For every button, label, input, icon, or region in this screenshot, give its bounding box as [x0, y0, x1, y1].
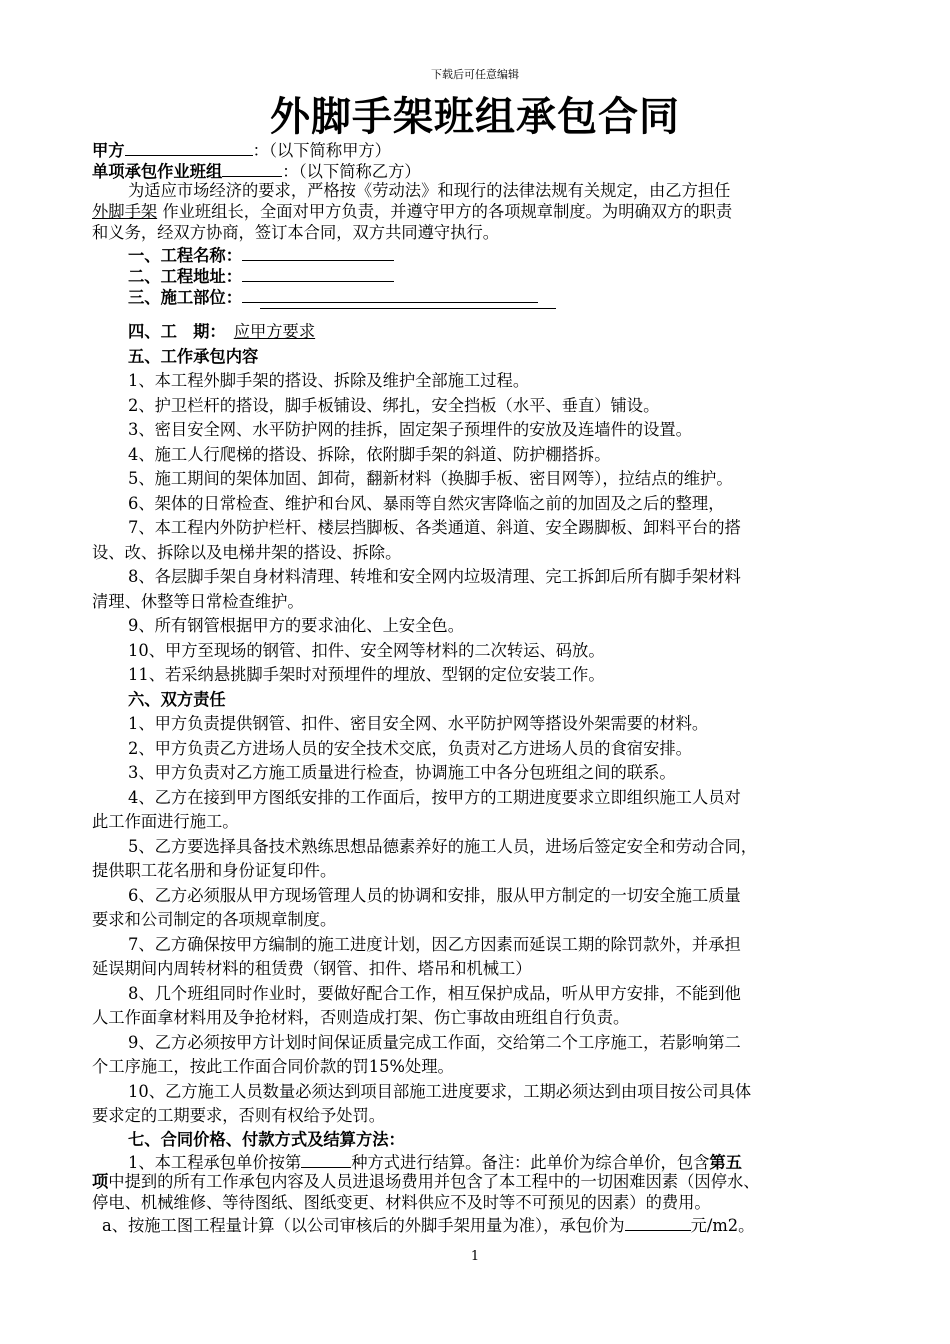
contract-title: 外脚手架班组承包合同: [270, 93, 680, 140]
project-address-blank: [242, 264, 394, 282]
section-5-item-3-line-1: 3、密目安全网、水平防护网的挂拆，固定架子预埋件的安放及连墙件的设置。: [128, 420, 692, 439]
party-a-suffix: ：（以下简称甲方）: [252, 141, 391, 160]
contract-body: [92, 138, 872, 1234]
s7-item-a-2: 元/m2。: [690, 1215, 755, 1235]
period-label: 四、工 期：: [128, 322, 226, 341]
section-5-item-8-line-1: 8、各层脚手架自身材料清理、转堆和安全网内垃圾清理、完工拆卸后所有脚手架材料: [128, 567, 741, 586]
section-6-item-6-line-2: 要求和公司制定的各项规章制度。: [92, 910, 337, 929]
page-number: 1: [470, 1249, 480, 1264]
party-a-blank: [125, 138, 253, 156]
project-address-line: [92, 264, 872, 285]
section-5-item-11-line-1: 11、若采纳悬挑脚手架时对预埋件的埋放、型钢的定位安装工作。: [128, 665, 605, 684]
s7-price-blank: [625, 1213, 691, 1231]
section-7-item-1-line-2: [92, 1171, 872, 1192]
section-5-item-1-line-1: 1、本工程外脚手架的搭设、拆除及维护全部施工过程。: [128, 371, 530, 390]
section-5-item-8-line-2: 清理、休整等日常检查维护。: [92, 591, 304, 611]
section-5-heading: 五、工作承包内容: [128, 346, 259, 366]
section-6-item-6-line-1: 6、乙方必须服从甲方现场管理人员的协调和安排，服从甲方制定的一切安全施工质量: [128, 885, 741, 905]
section-5-item-6-line-1: 6、架体的日常检查、维护和台风、暴雨等自然灾害降临之前的加固及之后的整理，: [128, 493, 725, 513]
section-5-item-10-line-1: 10、甲方至现场的钢管、扣件、安全网等材料的二次转运、码放。: [128, 640, 605, 660]
section-5-item-7-line-1: 7、本工程内外防护栏杆、楼层挡脚板、各类通道、斜道、安全踢脚板、卸料平台的搭: [128, 518, 741, 537]
section-6-item-4-line-1: 4、乙方在接到甲方图纸安排的工作面后，按甲方的工期进度要求立即组织施工人员对: [128, 787, 741, 807]
project-name-label: 一、工程名称：: [128, 246, 242, 265]
period-line: [92, 320, 872, 345]
section-5-item-5-line-1: 5、施工期间的架体加固、卸荷，翻新材料（换脚手板、密目网等），拉结点的维护。: [128, 469, 733, 488]
header-note: 下载后可任意编辑: [431, 68, 519, 81]
section-6-item-9-line-1: 9、乙方必须按甲方计划时间保证质量完成工作面，交给第二个工序施工，若影响第二: [128, 1032, 741, 1052]
section-6-item-8-line-2: 人工作面拿材料用及争抢材料，否则造成打架、伤亡事故由班组自行负责。: [92, 1008, 630, 1027]
intro-line-2: [92, 201, 872, 222]
section-7-heading: 七、合同价格、付款方式及结算方法：: [128, 1129, 405, 1149]
party-b-line: [92, 159, 872, 180]
intro-line-1: 为适应市场经济的要求，严格按《劳动法》和现行的法律法规有关规定，由乙方担任: [128, 181, 731, 200]
section-7-item-1-line-1: [92, 1150, 872, 1171]
section-5-item-7-line-2: 设、改、拆除以及电梯井架的搭设、拆除。: [92, 542, 402, 562]
s7-item1-bold2: 项: [92, 1171, 109, 1191]
section-6-items: [92, 712, 872, 1129]
party-a-line: [92, 138, 872, 159]
s7-item1-a: 1、本工程承包单价按第: [128, 1152, 302, 1172]
project-address-label: 二、工程地址：: [128, 267, 242, 286]
section-6-item-9-line-2: 个工序施工，按此工作面合同价款的罚15%处理。: [92, 1057, 454, 1076]
s7-method-blank: [301, 1150, 351, 1168]
period-value: 应甲方要求: [233, 322, 316, 341]
construction-part-label: 三、施工部位：: [128, 288, 242, 307]
section-7-item-a: [92, 1213, 872, 1234]
party-b-blank: [222, 159, 282, 177]
section-6-item-5-line-2: 提供职工花名册和身份证复印件。: [92, 861, 337, 880]
construction-part-blank-2: [260, 306, 556, 309]
party-b-suffix: ：（以下简称乙方）: [282, 162, 421, 181]
party-a-label: 甲方: [92, 141, 125, 160]
section-6-item-1-line-1: 1、甲方负责提供钢管、扣件、密目安全网、水平防护网等搭设外架需要的材料。: [128, 714, 709, 733]
party-b-label: 单项承包作业班组: [92, 162, 223, 181]
section-6-item-10-line-1: 10、乙方施工人员数量必须达到项目部施工进度要求，工期必须达到由项目按公司具体: [128, 1081, 752, 1101]
s7-item-a-1: a、按施工图工程量计算（以公司审核后的外脚手架用量为准），承包价为: [102, 1215, 625, 1235]
section-6-item-7-line-1: 7、乙方确保按甲方编制的施工进度计划，因乙方因素而延误工期的除罚款外，并承担: [128, 934, 741, 954]
intro-line-2-rest: 作业班组长，全面对甲方负责，并遵守甲方的各项规章制度。为明确双方的职责: [162, 202, 733, 221]
intro-underlined-term: 外脚手架: [92, 202, 158, 221]
s7-item1-b: 种方式进行结算。备注：此单价为综合单价，包含: [351, 1152, 710, 1172]
section-7-item-1-line-3: 停电、机械维修、等待图纸、图纸变更、材料供应不及时等不可预见的因素）的费用。: [92, 1192, 711, 1212]
section-6-item-8-line-1: 8、几个班组同时作业时，要做好配合工作，相互保护成品，听从甲方安排，不能到他: [128, 983, 741, 1003]
project-name-blank: [242, 243, 394, 261]
section-5-item-4-line-1: 4、施工人行爬梯的搭设、拆除，依附脚手架的斜道、防护棚搭拆。: [128, 444, 611, 464]
s7-item1-c: 中提到的所有工作承包内容及人员进退场费用并包含了本工程中的一切困难因素（因停水、: [108, 1171, 760, 1191]
section-6-heading: 六、双方责任: [128, 689, 226, 709]
section-6-item-7-line-2: 延误期间内周转材料的租赁费（钢管、扣件、塔吊和机械工）: [92, 959, 532, 978]
section-6-item-5-line-1: 5、乙方要选择具备技术熟练思想品德素养好的施工人员，进场后签定安全和劳动合同，: [128, 836, 758, 856]
s7-item1-bold1: 第五: [709, 1152, 742, 1172]
section-5-items: [92, 369, 872, 688]
section-5-item-2-line-1: 2、护卫栏杆的搭设，脚手板铺设、绑扎，安全挡板（水平、垂直）铺设。: [128, 395, 660, 415]
intro-line-3: 和义务，经双方协商，签订本合同，双方共同遵守执行。: [92, 223, 500, 242]
construction-part-line: [92, 285, 872, 306]
construction-part-blank: [242, 285, 538, 303]
construction-part-line-2: [92, 306, 872, 320]
section-5-item-9-line-1: 9、所有钢管根据甲方的要求油化、上安全色。: [128, 616, 464, 635]
section-6-item-10-line-2: 要求定的工期要求，否则有权给予处罚。: [92, 1106, 386, 1125]
section-6-item-3-line-1: 3、甲方负责对乙方施工质量进行检查，协调施工中各分包班组之间的联系。: [128, 763, 676, 782]
section-6-item-4-line-2: 此工作面进行施工。: [92, 812, 239, 831]
section-6-item-2-line-1: 2、甲方负责乙方进场人员的安全技术交底，负责对乙方进场人员的食宿安排。: [128, 738, 692, 758]
project-name-line: [92, 243, 872, 264]
